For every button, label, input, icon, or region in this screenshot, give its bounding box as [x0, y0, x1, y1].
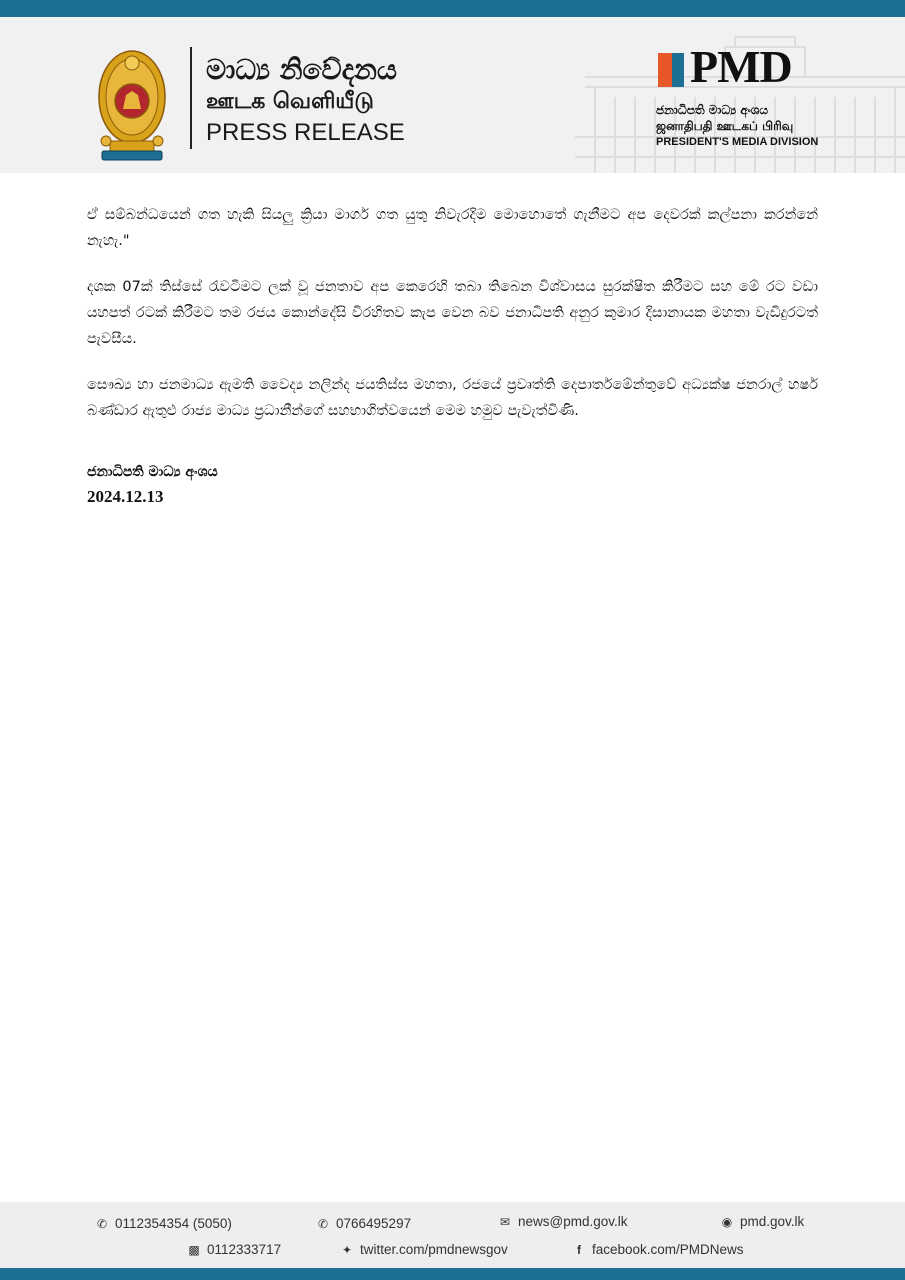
sri-lanka-emblem	[96, 45, 168, 165]
phone-number: 0112354354 (5050)	[115, 1216, 232, 1231]
press-release-body	[87, 202, 818, 444]
fax-number: 0112333717	[207, 1242, 282, 1257]
header-divider	[190, 47, 192, 149]
footer-phone-mobile	[316, 1216, 411, 1231]
letterhead	[0, 17, 905, 173]
phone-icon: ✆	[96, 1217, 108, 1231]
signoff	[87, 460, 218, 510]
facebook-icon: f	[577, 1243, 581, 1257]
paragraph: දශක 07ක් තිස්සේ රැවටීමට ලක් වූ ජනතාව අප කෙරෙහි තබා තිබෙන විශ්වාසය සුරක්ෂිත කිරීමට සහ මේ රට වඩා යහපත් රටක් කිරීමට තම රජය කොන්දේසි විරහිතව කැප වෙන බව ජනාධිපති අනුර කුමාර දිසානායක මහතා වැඩිදුරටත් පැවසීය.	[87, 279, 818, 347]
bottom-accent-bar	[0, 1268, 905, 1280]
pmd-logo	[658, 41, 808, 97]
pmd-org-names	[656, 102, 856, 150]
footer-email	[498, 1214, 628, 1229]
contact-footer	[0, 1202, 905, 1268]
title-block	[206, 53, 466, 149]
org-name-tamil: ஜனாதிபதி ஊடகப் பிரிவு	[656, 119, 794, 133]
facebook-page[interactable]: facebook.com/PMDNews	[592, 1242, 744, 1257]
paragraph: සෞඛ්‍ය හා ජනමාධ්‍ය ඇමති වෛද්‍ය නලින්ද ජයතිස්ස මහතා, රජයේ ප්‍රවෘත්ති දෙපාර්තමේන්තුවේ අධ්‍යක්ෂ ජනරාල් හර්ෂ බණ්ඩාර ඇතුළු රාජ්‍ය මාධ්‍ය ප්‍රධානීන්ගේ සහභාගිත්වයෙන් මෙම හමුව පැවැත්විණි.	[87, 377, 818, 419]
globe-icon: ◉	[721, 1215, 733, 1229]
website-url[interactable]: pmd.gov.lk	[740, 1214, 805, 1229]
title-tamil: ஊடக வெளியீடு	[206, 89, 374, 114]
email-icon: ✉	[499, 1215, 511, 1229]
org-name-sinhala: ජනාධිපති මාධ්‍ය අංශය	[656, 103, 769, 117]
title-sinhala: මාධ්‍ය නිවේදනය	[206, 53, 397, 86]
mobile-phone-icon: ✆	[317, 1217, 329, 1231]
pmd-wordmark: PMD	[690, 41, 792, 92]
twitter-handle[interactable]: twitter.com/pmdnewsgov	[360, 1242, 508, 1257]
fax-icon: ▩	[188, 1243, 200, 1257]
email-address[interactable]: news@pmd.gov.lk	[518, 1214, 628, 1229]
paragraph: ඒ සම්බන්ධයෙන් ගත හැකි සියලු ක්‍රියා මාර්ග ගත යුතු නිවැරදිම මොහොතේ ගැනීමට අප දෙවරක් කල්පනා කරන්නේ නැහැ."	[87, 207, 818, 249]
mobile-number: 0766495297	[336, 1216, 412, 1231]
signoff-name: ජනාධිපති මාධ්‍ය අංශය	[87, 464, 218, 480]
footer-phone-primary	[95, 1216, 232, 1231]
footer-website	[720, 1214, 804, 1229]
title-english: PRESS RELEASE	[206, 119, 405, 146]
signoff-date: 2024.12.13	[87, 487, 164, 506]
twitter-icon: ✦	[341, 1243, 353, 1257]
org-name-english: PRESIDENT'S MEDIA DIVISION	[656, 136, 819, 148]
footer-fax	[187, 1242, 281, 1257]
footer-facebook	[572, 1242, 744, 1257]
footer-twitter	[340, 1242, 508, 1257]
top-accent-bar	[0, 0, 905, 17]
